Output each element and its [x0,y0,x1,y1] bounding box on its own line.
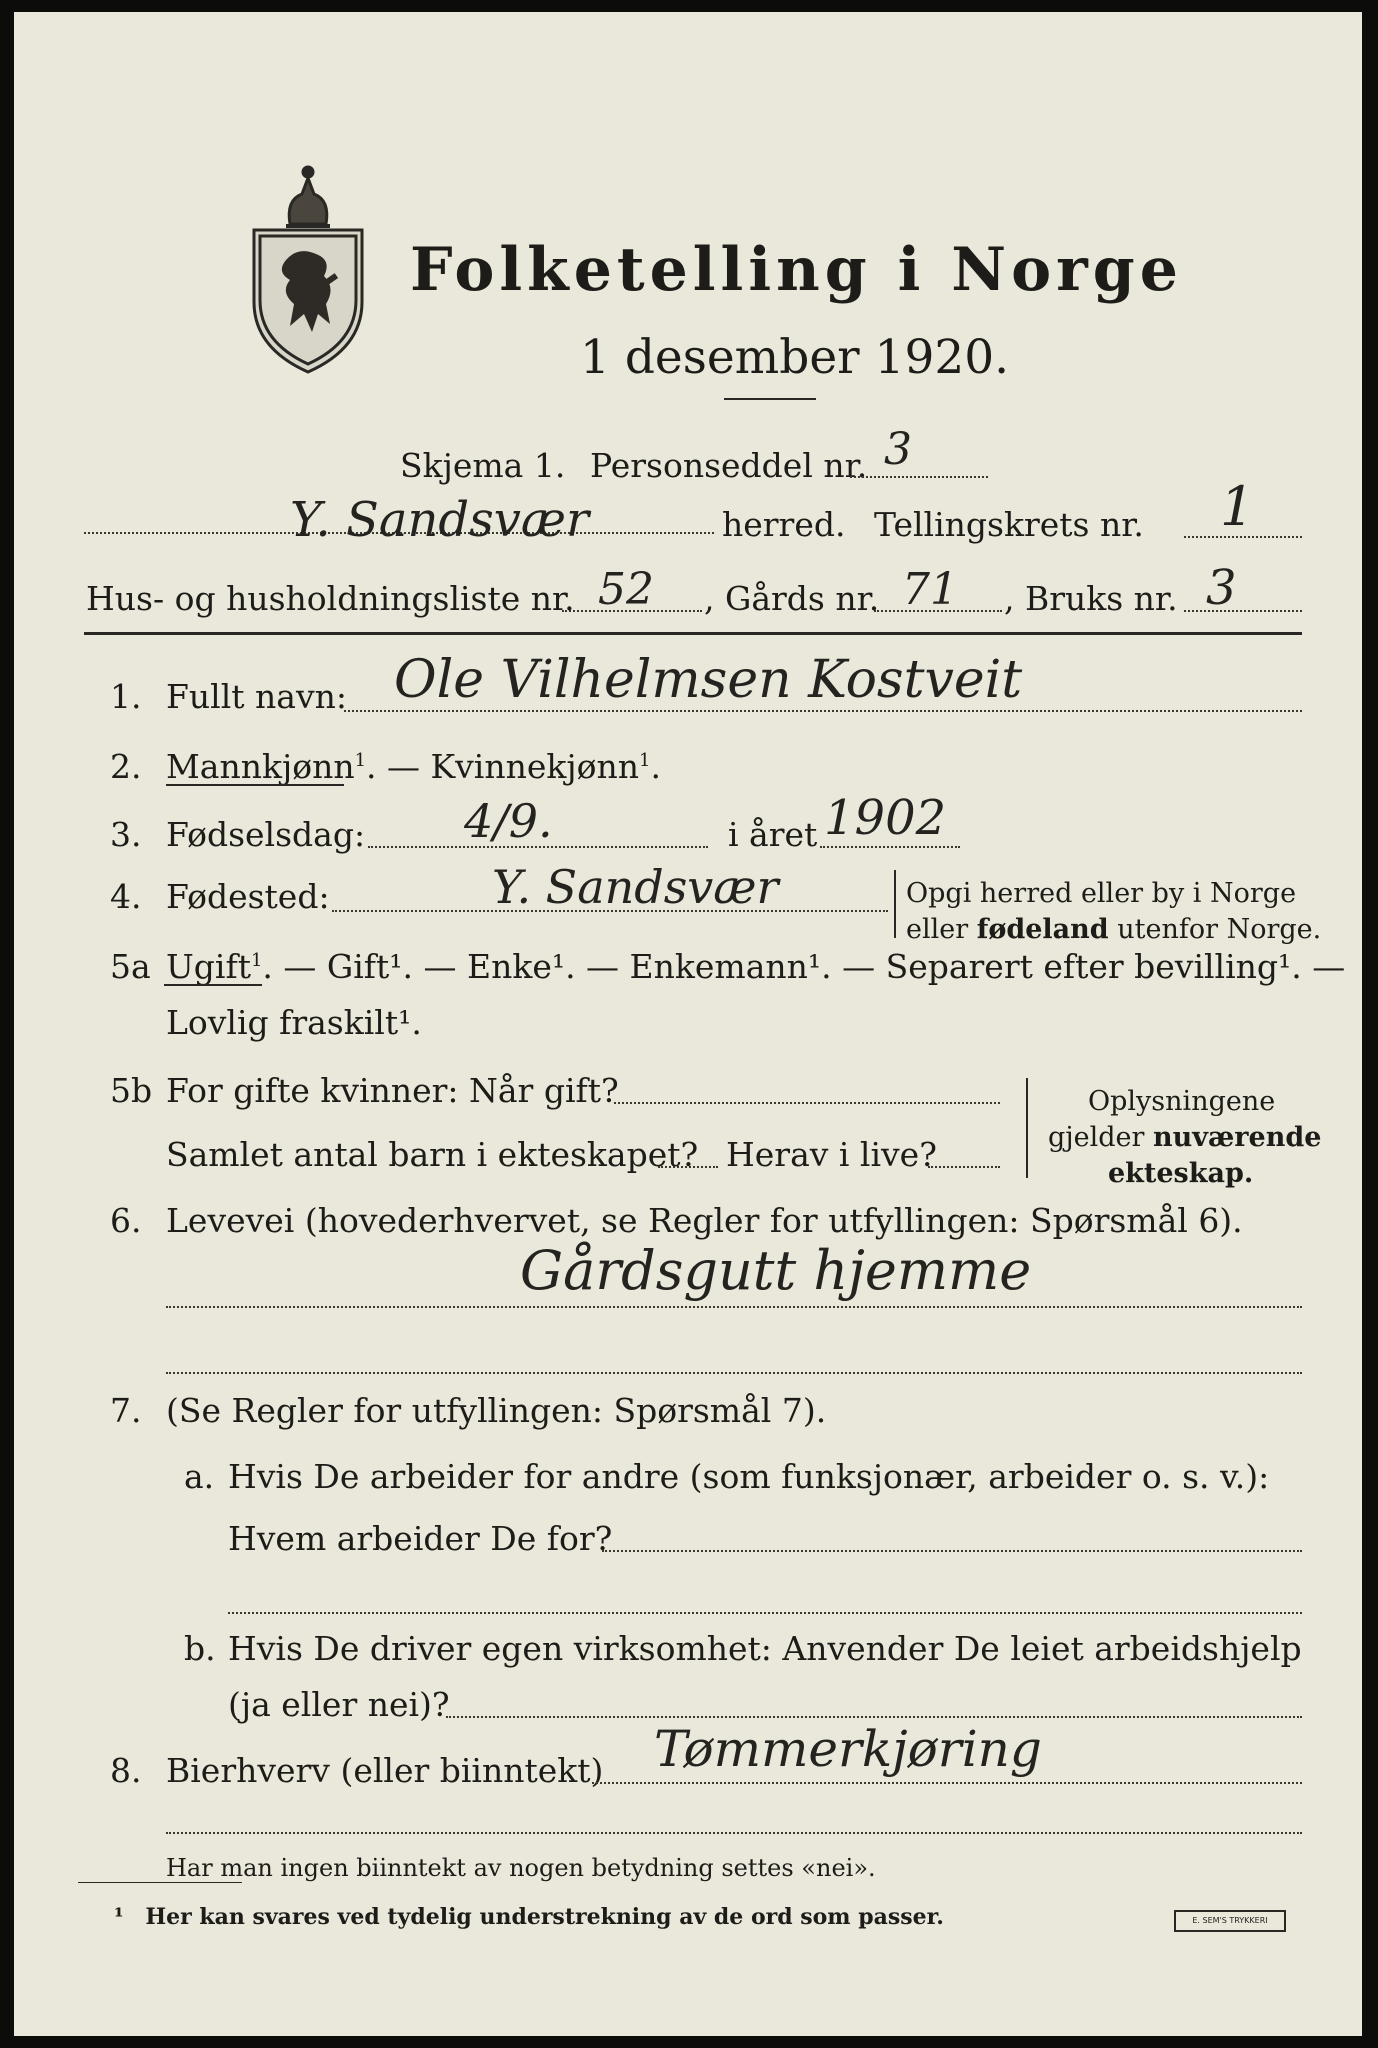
q5a-other-options: . — Gift¹. — Enke¹. — Enkemann¹. — Separert efter bevilling¹. — [262,947,1346,986]
q8-dotted-line [592,1782,1302,1784]
q2-end: . [650,747,661,786]
q4-number: 4. [110,877,142,916]
q4-note-utenfor: utenfor Norge. [1108,914,1322,945]
q2-mannkjonn [166,747,661,786]
q6-number: 6. [110,1201,142,1240]
q7b-line2: (ja eller nei)? [228,1685,450,1724]
q7a-line1: Hvis De arbeider for andre (som funksjonær, arbeider o. s. v.): [228,1457,1270,1496]
q5a-options [166,947,1346,986]
q7a-dotted-line-1 [602,1550,1302,1552]
q5b-note-line3: ekteskap. [1108,1158,1254,1189]
q1-number: 1. [110,677,142,716]
bruks-value: 3 [1206,560,1237,616]
title-divider [724,398,816,400]
personseddel-label: Personseddel nr. [590,446,868,485]
personseddel-dotted-line [850,476,988,478]
census-date: 1 desember 1920. [580,330,1010,385]
q7a-dotted-line-2 [228,1612,1302,1614]
q5a-number: 5a [110,947,151,986]
q5b-note-brace [1026,1078,1028,1178]
norwegian-coat-of-arms-icon [246,164,376,376]
footnote-marker: ¹ [114,1904,124,1930]
q1-label: Fullt navn: [166,677,347,716]
ugift-underline [164,984,262,986]
q7b-line1: Hvis De driver egen virksomhet: Anvender De leiet arbeidshjelp [228,1629,1302,1668]
q4-note-brace [894,870,896,938]
footnote-marker: 1 [354,750,367,771]
footnote-text-a: Her kan svares ved [145,1904,388,1930]
q6-label: Levevei (hovederhvervet, se Regler for utfyllingen: Spørsmål 6). [166,1201,1243,1240]
q3-year-dotted-line [820,846,960,848]
q8-side-income-value: Tømmerkjøring [654,1720,1042,1778]
q8-label: Bierhverv (eller biinntekt) [166,1751,604,1790]
husliste-value: 52 [598,564,654,615]
footnote-marker: 1 [639,750,651,771]
q4-note-fodeland: fødeland [976,914,1109,945]
q5b-label-married: For gifte kvinner: Når gift? [166,1071,619,1110]
q5b-note-nuvaerende: nuværende [1153,1122,1322,1153]
husliste-label: Hus- og husholdningsliste nr. [86,579,575,618]
q7a-letter: a. [184,1457,215,1496]
q4-note-line2 [906,916,1321,943]
q7-number: 7. [110,1391,142,1430]
q5b-children-dotted-line [658,1166,718,1168]
footnote-marker: 1 [250,950,263,971]
q7b-letter: b. [184,1629,216,1668]
q4-label: Fødested: [166,877,330,916]
q5b-note-line1: Oplysningene [1088,1086,1276,1117]
q1-full-name-value: Ole Vilhelmsen Kostveit [394,650,1023,710]
q2-separator: . — [366,747,421,786]
printer-stamp [1174,1910,1286,1932]
personseddel-value: 3 [884,424,912,475]
q3-year-label: i året [728,815,818,854]
q7-label: (Se Regler for utfyllingen: Spørsmål 7). [166,1391,827,1430]
census-form-sheet [14,12,1362,2036]
q5b-note-line2 [1048,1124,1321,1151]
q4-birthplace-value: Y. Sandsvær [492,860,779,914]
tellingskrets-label: Tellingskrets nr. [874,505,1144,544]
herred-label: herred. [722,505,846,544]
q3-birthdate-value: 4/9. [464,794,553,848]
q1-dotted-line [344,710,1302,712]
q6-occupation-value: Gårdsgutt hjemme [520,1239,1032,1302]
q6-dotted-line-1 [166,1306,1302,1308]
bruks-label: , Bruks nr. [1004,579,1178,618]
tellingskrets-value: 1 [1220,475,1255,538]
q5b-note-gjelder: gjelder [1048,1122,1154,1153]
q3-number: 3. [110,815,142,854]
q4-note-line1: Opgi herred eller by i Norge [906,878,1297,909]
ugift-option: Ugift [166,947,251,986]
gards-value: 71 [902,564,958,615]
footer-note: Har man ingen biinntekt av nogen betydning settes «nei». [166,1854,876,1882]
q7b-dotted-line [446,1716,1302,1718]
q6-dotted-line-2 [166,1372,1302,1374]
q3-birthyear-value: 1902 [824,790,947,846]
q5b-married-dotted-line [614,1102,1000,1104]
q5a-lovlig-fraskilt: Lovlig fraskilt¹. [166,1003,422,1042]
q8-number: 8. [110,1751,142,1790]
printer-stamp-text: E. SEM'S TRYKKERI [1192,1916,1268,1925]
kvinnekjonn-option: Kvinnekjønn [430,747,640,786]
gards-label: , Gårds nr. [704,579,880,618]
q4-note-eller: eller [906,914,977,945]
q2-number: 2. [110,747,142,786]
footnote [114,1906,944,1928]
bruks-dotted-line [1184,610,1302,612]
footnote-text-b: tydelig understrekning [387,1904,672,1930]
header-separator [84,632,1302,635]
mannkjonn-option: Mannkjønn [166,747,355,786]
q5b-number: 5b [110,1071,153,1110]
q7a-line2: Hvem arbeider De for? [228,1519,613,1558]
form-title: Folketelling i Norge [410,235,1183,305]
q5b-label-children: Samlet antal barn i ekteskapet? [166,1135,699,1174]
q5b-label-alive: Herav i live? [726,1135,937,1174]
mannkjonn-underline [166,784,344,786]
q8-dotted-line-2 [166,1832,1302,1834]
q3-label: Fødselsdag: [166,815,366,854]
herred-value: Y. Sandsvær [290,492,589,548]
footnote-rule [78,1882,242,1883]
q5b-alive-dotted-line [928,1166,1000,1168]
skjema-label: Skjema 1. [400,446,566,485]
footnote-text-c: av de ord som passer. [671,1904,944,1930]
